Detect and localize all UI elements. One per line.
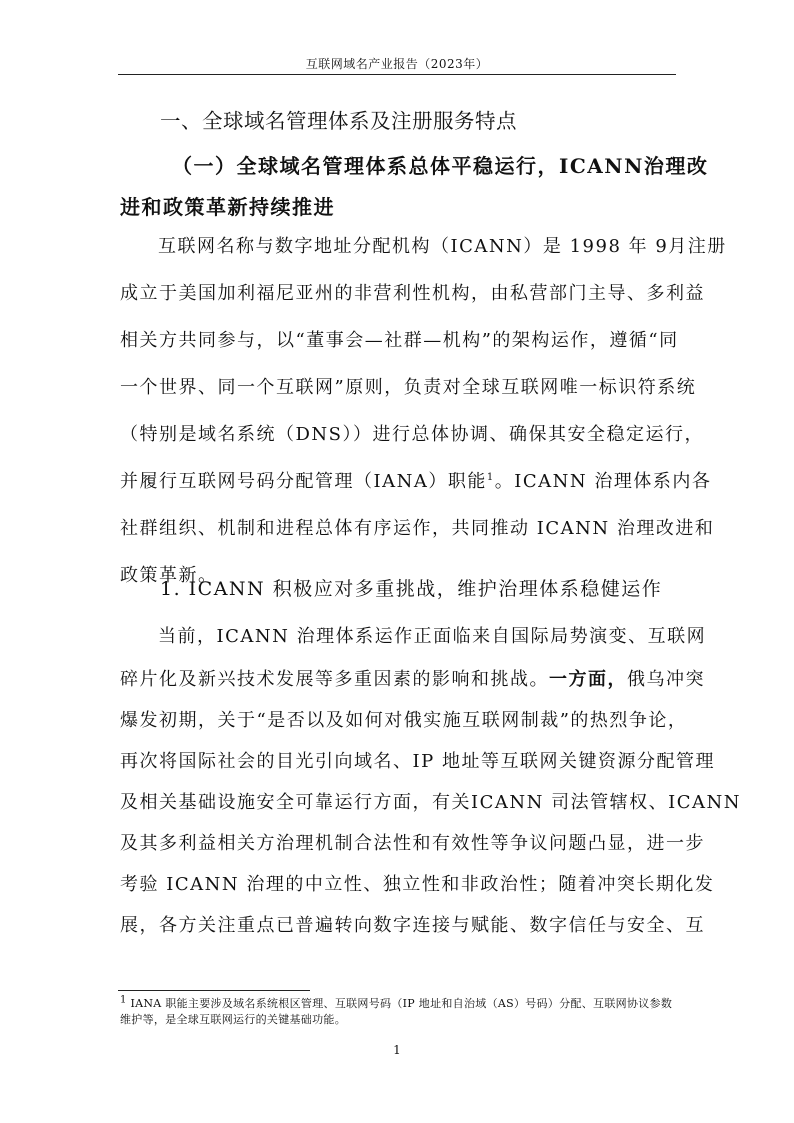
header-rule <box>118 74 676 75</box>
paragraph-2-line-7: 考验 ICANN 治理的中立性、独立性和非政治性；随着冲突长期化发 <box>120 874 715 895</box>
emphasis-text: 一方面， <box>549 669 627 690</box>
footnote-rule <box>118 990 310 991</box>
running-header: 互联网域名产业报告（2023年） <box>305 57 489 71</box>
paragraph-1-line-2: 成立于美国加利福尼亚州的非营利性机构，由私营部门主导、多利益 <box>120 283 705 304</box>
paragraph-2-line-2 <box>120 665 705 691</box>
paragraph-2-line-1: 当前，ICANN 治理体系运作正面临来自国际局势演变、互联网 <box>158 626 707 647</box>
paragraph-1-line-4: 一个世界、同一个互联网”原则，负责对全球互联网唯一标识符系统 <box>120 377 697 398</box>
paragraph-1-line-6 <box>120 467 712 493</box>
footnote <box>120 996 676 1028</box>
page-number: 1 <box>393 1043 401 1057</box>
paragraph-1-line-6-text: 并履行互联网号码分配管理（IANA）职能 <box>120 471 487 492</box>
footnote-text: IANA 职能主要涉及域名系统根区管理、互联网号码（IP 地址和自治域（AS）号码）分配、互联网协议参数维护等，是全球互联网运行的关键基础功能。 <box>120 997 673 1026</box>
footnote-marker: 1 <box>120 994 127 1006</box>
paragraph-1-line-3: 相关方共同参与，以“董事会—社群—机构”的架构运作，遵循“同 <box>120 330 679 351</box>
paragraph-1-line-7: 社群组织、机制和进程总体有序运作，共同推动 ICANN 治理改进和 <box>120 518 715 539</box>
subheading-line-1: （一）全球域名管理体系总体平稳运行，ICANN治理改 <box>172 154 709 178</box>
paragraph-2-line-5: 及相关基础设施安全可靠运行方面，有关ICANN 司法管辖权、ICANN <box>120 792 741 813</box>
footnote-reference: 1 <box>486 472 495 483</box>
paragraph-2-line-2-text: 碎片化及新兴技术发展等多重因素的影响和挑战。 <box>120 669 549 690</box>
paragraph-1-line-1: 互联网名称与数字地址分配机构（ICANN）是 1998 年 9月注册 <box>158 236 727 257</box>
section-heading: 一、全球域名管理体系及注册服务特点 <box>160 109 517 133</box>
paragraph-1-line-5: （特别是域名系统（DNS））进行总体协调、确保其安全稳定运行， <box>120 424 705 445</box>
subheading-line-2: 进和政策革新持续推进 <box>120 195 335 219</box>
paragraph-1-line-8: 政策革新。 <box>120 565 218 586</box>
paragraph-2-line-8: 展，各方关注重点已普遍转向数字连接与赋能、数字信任与安全、互 <box>120 915 705 936</box>
numbered-heading: 1. ICANN 积极应对多重挑战，维护治理体系稳健运作 <box>160 578 663 600</box>
paragraph-2-line-4: 再次将国际社会的目光引向域名、IP 地址等互联网关键资源分配管理 <box>120 751 715 772</box>
paragraph-2-line-6: 及其多利益相关方治理机制合法性和有效性等争议问题凸显，进一步 <box>120 833 705 854</box>
paragraph-2-line-2-text-end: 俄乌冲突 <box>627 669 705 690</box>
paragraph-2-line-3: 爆发初期，关于“是否以及如何对俄实施互联网制裁”的热烈争论， <box>120 710 688 731</box>
paragraph-1-line-6-text-end: 。ICANN 治理体系内各 <box>494 471 712 492</box>
